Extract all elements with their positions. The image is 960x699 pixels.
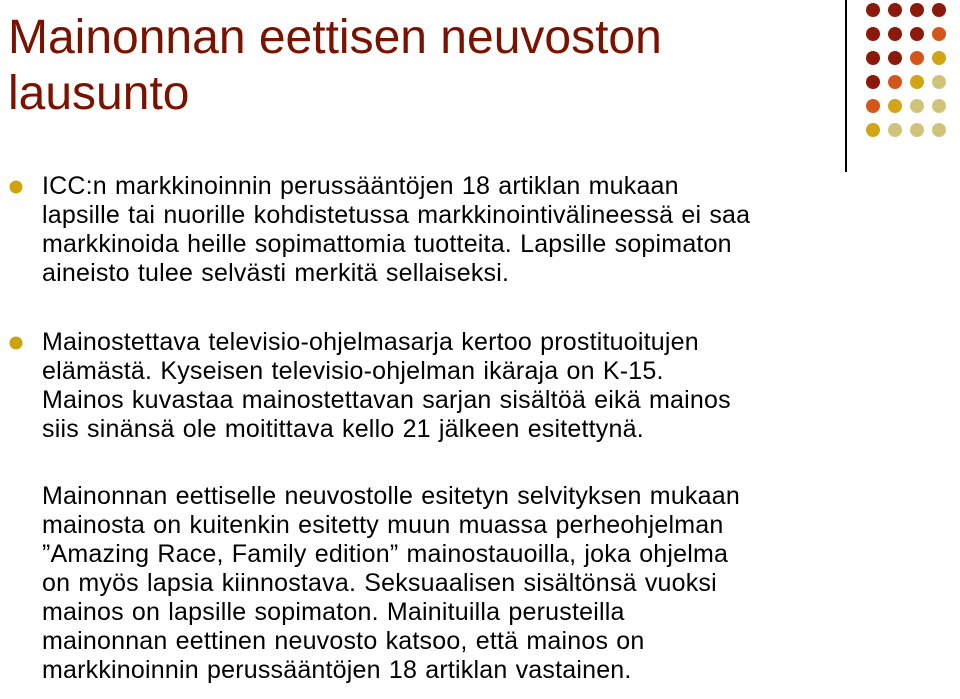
decorative-dot <box>888 3 902 17</box>
decorative-dot <box>888 75 902 89</box>
decorative-dot <box>910 99 924 113</box>
decorative-dot <box>932 123 946 137</box>
decorative-dot <box>866 75 880 89</box>
decorative-dot <box>888 99 902 113</box>
slide-title: Mainonnan eettisen neuvoston lausunto <box>8 11 662 120</box>
decorative-dot <box>910 51 924 65</box>
decorative-dot <box>910 75 924 89</box>
decorative-dot <box>888 27 902 41</box>
dot-grid-decoration <box>866 3 960 153</box>
paragraph-council-decision: Mainonnan eettiselle neuvostolle esitetyn selvityksen mukaan mainosta on kuitenkin esitetty muun muassa perheohjelman ”Amazing Race, Family edition” mainostauoilla, joka ohjelma on myös lapsia kiinnostava. Seksuaalisen sisältönsä vuoksi mainos on lapsille sopimaton. Mainituilla perusteilla mainonnan eettinen neuvosto katsoo, että mainos on markkinoinnin perussääntöjen 18 artiklan vastainen. <box>42 482 740 684</box>
bullet-icon <box>8 179 24 195</box>
decorative-dot <box>932 3 946 17</box>
decorative-dot <box>866 123 880 137</box>
decorative-dot <box>932 27 946 41</box>
decorative-dot <box>910 3 924 17</box>
decorative-dot <box>932 99 946 113</box>
bullet-icon <box>8 335 24 351</box>
decorative-dot <box>866 3 880 17</box>
decorative-dot <box>866 27 880 41</box>
decorative-dot <box>888 51 902 65</box>
paragraph-tv-series: Mainostettava televisio-ohjelmasarja kertoo prostituoitujen elämästä. Kyseisen televisio-ohjelman ikäraja on K-15. Mainos kuvastaa mainostettavan sarjan sisältöä eikä mainos siis sinänsä ole moitittava kello 21 jälkeen esitettynä. <box>42 328 731 443</box>
decorative-dot <box>932 51 946 65</box>
decorative-dot <box>888 123 902 137</box>
decorative-dot <box>866 51 880 65</box>
paragraph-icc-rule: ICC:n markkinoinnin perussääntöjen 18 artiklan mukaan lapsille tai nuorille kohdistetussa markkinointivälineessä ei saa markkinoida heille sopimattomia tuotteita. Lapsille sopimaton aineisto tulee selvästi merkitä sellaiseksi. <box>42 172 751 287</box>
decorative-dot <box>932 75 946 89</box>
vertical-divider <box>845 0 847 172</box>
decorative-dot <box>910 123 924 137</box>
decorative-dot <box>910 27 924 41</box>
decorative-dot <box>866 99 880 113</box>
